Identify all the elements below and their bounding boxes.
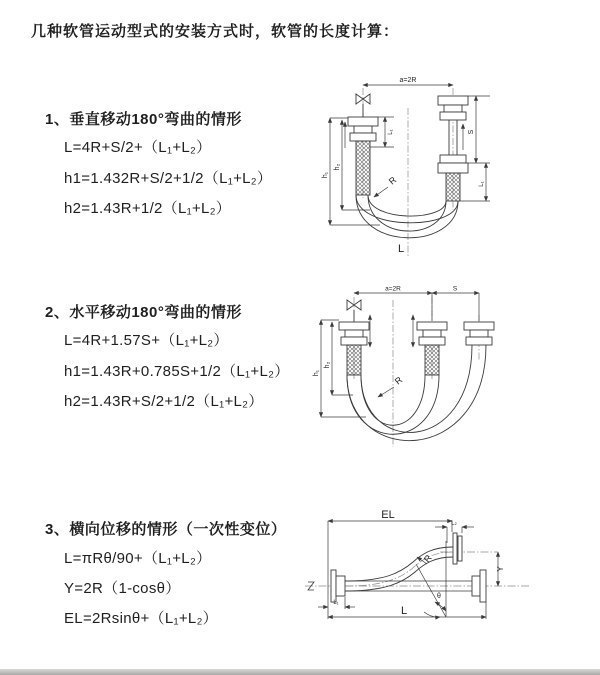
dim-label-l1-fitting: L₁ — [388, 129, 394, 135]
section-2-heading: 2、水平移动180°弯曲的情形 — [45, 304, 242, 321]
radius-label: R — [392, 374, 405, 387]
section-2-formula-h2: h2=1.43R+S/2+1/2（L₁+L₂） — [64, 393, 264, 410]
left-end-fitting — [348, 94, 378, 195]
dim-label-h1: h₁ — [322, 171, 329, 179]
dim-label-l: L — [401, 605, 408, 617]
radius-leader — [378, 387, 394, 397]
section-3-formula-L: L=πRθ/90+（L₁+L₂） — [64, 550, 212, 567]
left-flange-fitting — [331, 570, 345, 602]
valve-icon — [356, 94, 363, 104]
diagram-vertical-180-bend — [310, 70, 595, 262]
dim-label-h1: h₁ — [313, 369, 320, 377]
radius-leader — [374, 187, 388, 197]
section-1-heading: 1、垂直移动180°弯曲的情形 — [45, 111, 242, 128]
valve-icon — [354, 300, 361, 310]
dim-label-s: S — [468, 129, 475, 135]
hose-tube — [356, 195, 458, 238]
swing-arc — [424, 612, 440, 617]
valve-icon — [347, 300, 354, 310]
dim-label-h2: h₂ — [324, 361, 331, 369]
section-2-formula-h1: h1=1.43R+0.785S+1/2（L₁+L₂） — [64, 363, 290, 380]
section-3-heading: 3、横向位移的情形（一次性变位） — [45, 521, 287, 538]
hose-tube — [347, 345, 486, 441]
braided-hose-section — [347, 345, 361, 375]
dim-label-a2r: a=2R — [385, 285, 401, 293]
dim-label-h2: h₂ — [334, 163, 341, 171]
section-1-formula-h1: h1=1.432R+S/2+1/2（L₁+L₂） — [64, 170, 273, 187]
page-bottom-edge — [0, 669, 600, 675]
radius-label: R — [421, 552, 434, 565]
radius-label: R — [386, 174, 399, 187]
section-3-formula-Y: Y=2R（1-cosθ） — [64, 580, 181, 597]
page-title: 几种软管运动型式的安装方式时，软管的长度计算： — [31, 23, 400, 40]
valve-icon — [363, 94, 370, 104]
section-3-formula-EL: EL=2Rsinθ+（L₁+L₂） — [64, 610, 218, 627]
angle-arc — [435, 602, 446, 611]
moved-end-fitting — [464, 322, 494, 345]
dim-label-y: Y — [496, 566, 505, 572]
dim-label-a2r: a=2R — [399, 77, 417, 84]
left-end-fitting — [339, 300, 369, 375]
radius-line — [416, 564, 446, 617]
diagram-horizontal-180-bend — [308, 285, 598, 465]
diagram-lateral-displacement — [300, 505, 600, 655]
dimension-lines — [318, 521, 498, 619]
section-1-formula-L: L=4R+S/2+（L₁+L₂） — [64, 139, 212, 156]
braided-hose-section — [446, 173, 460, 201]
dim-label-l1: L₁ — [333, 600, 339, 606]
dimension-lines — [321, 293, 479, 417]
section-2-formula-L: L=4R+1.57S+（L₁+L₂） — [64, 332, 229, 349]
dim-label-el: EL — [381, 509, 395, 521]
braided-hose-section — [425, 345, 439, 375]
angle-label: θ — [437, 593, 441, 600]
section-1-formula-h2: h2=1.43R+1/2（L₁+L₂） — [64, 200, 232, 217]
dim-label-s: S — [452, 285, 458, 293]
dim-label-l1-right: L₁ — [479, 181, 485, 187]
right-flange-fitting — [472, 570, 486, 602]
centerlines — [354, 297, 479, 447]
braided-hose-section — [356, 141, 370, 195]
upper-flange-fitting — [453, 533, 462, 564]
dim-label-l2: L₂ — [451, 520, 457, 527]
length-label: L — [398, 243, 405, 255]
middle-end-fitting — [417, 322, 447, 375]
